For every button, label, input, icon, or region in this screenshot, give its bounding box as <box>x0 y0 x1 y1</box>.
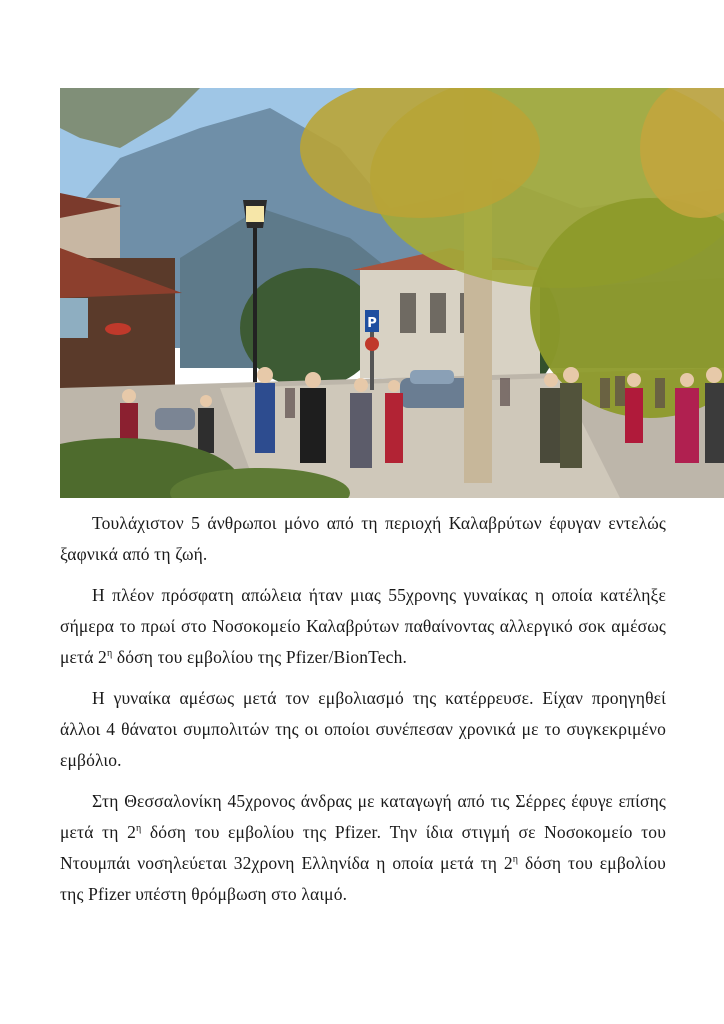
paragraph-2-text-after: δόση του εμβολίου της Pfizer/BionTech. <box>112 647 408 667</box>
ordinal-superscript: η <box>135 823 142 835</box>
paragraph-4-part-3: δόση του εμβολίου της Pfizer υπέστη θρόμβωση στο λαιμό. <box>60 853 666 904</box>
article-body <box>60 508 666 920</box>
svg-text:P: P <box>367 316 377 331</box>
ordinal-superscript: η <box>106 648 113 660</box>
street-scene-photo <box>60 88 724 498</box>
paragraph-3 <box>60 683 666 776</box>
paragraph-1 <box>60 508 666 570</box>
paragraph-2-text: Η πλέον πρόσφατη απώλεια ήταν μιας 55χρονης γυναίκας η οποία κατέληξε σήμερα το πρωί στο Νοσοκομείο Καλαβρύτων παθαίνοντας αλλεργικό σοκ αμέσως μετά 2 <box>60 585 666 667</box>
paragraph-4-part-2: δόση του εμβολίου της Pfizer. Την ίδια στιγμή σε Νοσοκομείο του Ντουμπάι νοσηλεύεται 32χρονη Ελληνίδα η οποία μετά τη 2 <box>60 822 667 873</box>
ordinal-superscript: η <box>512 854 519 866</box>
paragraph-3-text: Η γυναίκα αμέσως μετά τον εμβολιασμό της κατέρρευσε. Είχαν προηγηθεί άλλοι 4 θάνατοι συμπολιτών της οι οποίοι συνέπεσαν χρονικά με το συγκεκριμένο εμβόλιο. <box>60 688 666 770</box>
paragraph-1-text: Τουλάχιστον 5 άνθρωποι μόνο από τη περιοχή Καλαβρύτων έφυγαν εντελώς ξαφνικά από τη ζωή. <box>60 513 666 564</box>
paragraph-4 <box>60 786 666 910</box>
paragraph-2 <box>60 580 666 673</box>
paragraph-4-part-1: Στη Θεσσαλονίκη 45χρονος άνδρας με καταγωγή από τις Σέρρες έφυγε επίσης μετά τη 2 <box>60 791 666 842</box>
